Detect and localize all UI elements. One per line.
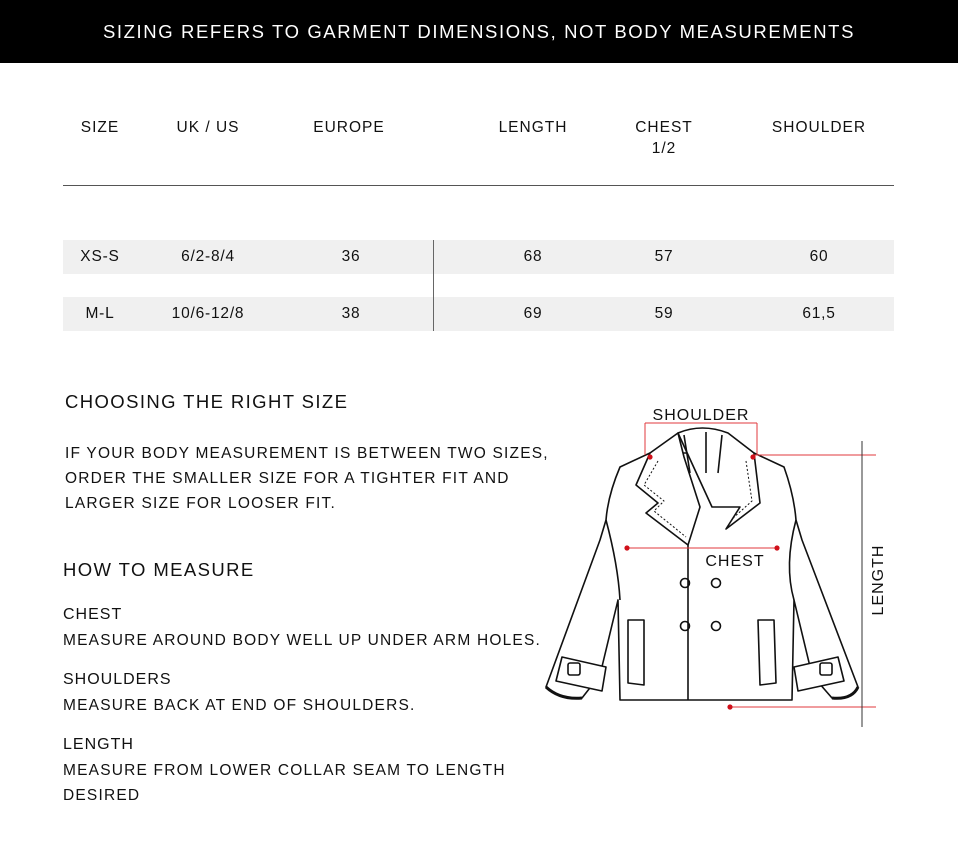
choosing-line: ORDER THE SMALLER SIZE FOR A TIGHTER FIT AND xyxy=(65,470,510,487)
cell-shoulder: 60 xyxy=(809,248,829,265)
header-divider xyxy=(63,185,894,186)
cell-europe: 38 xyxy=(341,305,361,322)
header-uk-us: UK / US xyxy=(176,119,240,136)
banner-text: SIZING REFERS TO GARMENT DIMENSIONS, NOT BODY MEASUREMENTS xyxy=(102,20,856,42)
shoulder-dot-right xyxy=(750,454,755,459)
peacoat-icon xyxy=(546,428,858,700)
length-line: MEASURE FROM LOWER COLLAR SEAM TO LENGTH xyxy=(63,762,506,779)
chest-dot-right xyxy=(774,545,779,550)
cell-chest: 59 xyxy=(654,305,674,322)
shoulder-dot-left xyxy=(647,454,652,459)
choosing-title: CHOOSING THE RIGHT SIZE xyxy=(65,391,349,412)
cell-length: 68 xyxy=(523,248,543,265)
header-shoulder: SHOULDER xyxy=(771,119,867,136)
cell-uk-us: 6/2-8/4 xyxy=(181,248,235,265)
garment-diagram xyxy=(540,395,890,740)
length-label: LENGTH xyxy=(63,736,134,753)
shoulders-text: MEASURE BACK AT END OF SHOULDERS. xyxy=(63,697,416,714)
cell-size: M-L xyxy=(85,305,115,322)
shoulder-label: SHOULDER xyxy=(652,407,750,424)
cell-shoulder: 61,5 xyxy=(802,305,836,322)
length-label: LENGTH xyxy=(870,544,887,616)
header-size: SIZE xyxy=(80,119,120,136)
table-row xyxy=(63,240,894,274)
length-dot xyxy=(727,704,732,709)
header-length: LENGTH xyxy=(498,119,568,136)
cell-europe: 36 xyxy=(341,248,361,265)
header-chest-line2: 1/2 xyxy=(651,140,677,157)
choosing-line: LARGER SIZE FOR LOOSER FIT. xyxy=(65,495,336,512)
cell-size: XS-S xyxy=(80,248,120,265)
choosing-text xyxy=(65,441,549,516)
table-row xyxy=(63,297,894,331)
choosing-line: IF YOUR BODY MEASUREMENT IS BETWEEN TWO SIZES, xyxy=(65,445,549,462)
chest-label: CHEST xyxy=(63,606,123,623)
column-separator xyxy=(433,240,434,331)
length-text xyxy=(63,758,506,808)
cell-chest: 57 xyxy=(654,248,674,265)
header-chest-line1: CHEST xyxy=(635,119,693,136)
how-to-measure-title: HOW TO MEASURE xyxy=(63,559,255,580)
cell-length: 69 xyxy=(523,305,543,322)
chest-label: CHEST xyxy=(705,553,765,570)
cell-uk-us: 10/6-12/8 xyxy=(171,305,245,322)
shoulders-label: SHOULDERS xyxy=(63,671,172,688)
chest-text: MEASURE AROUND BODY WELL UP UNDER ARM HOLES. xyxy=(63,632,541,649)
header-europe: EUROPE xyxy=(313,119,385,136)
chest-dot-left xyxy=(624,545,629,550)
sizing-banner xyxy=(0,0,958,63)
length-line: DESIRED xyxy=(63,787,141,804)
header-chest xyxy=(635,117,693,159)
